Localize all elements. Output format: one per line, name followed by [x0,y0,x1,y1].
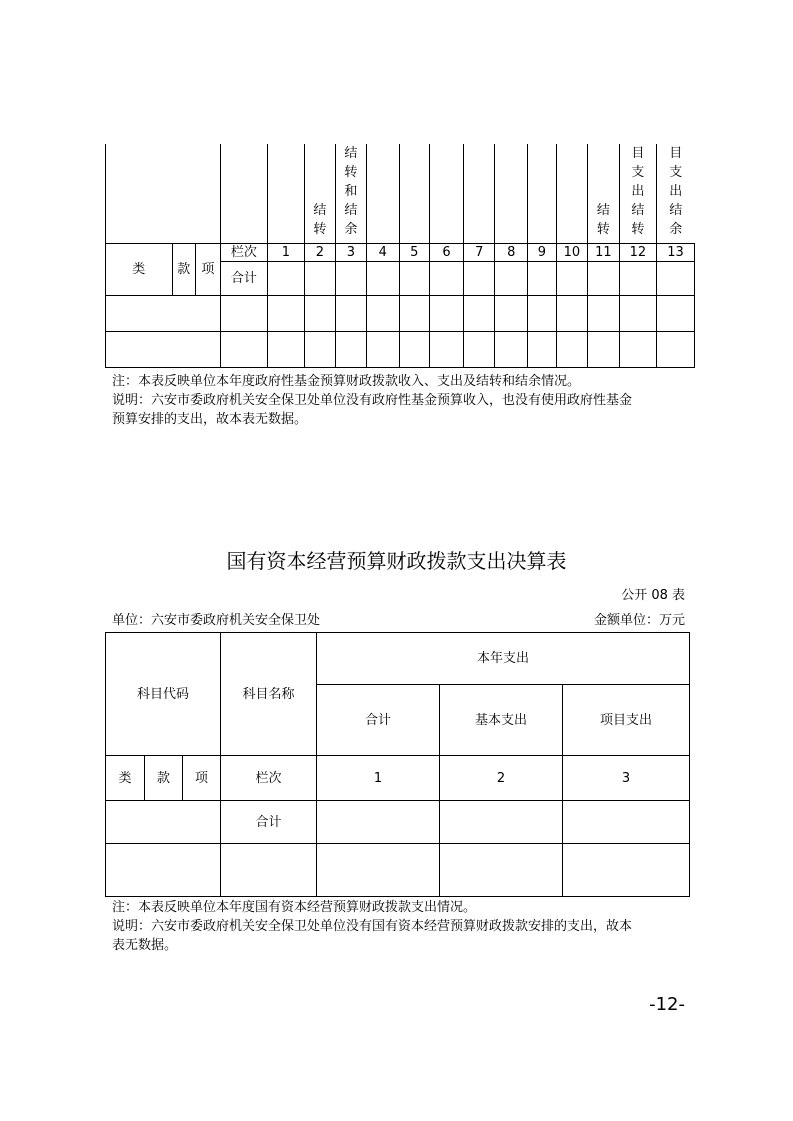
col-num-12: 12 [619,244,656,262]
col-num-13: 13 [657,244,695,262]
col-num-11: 11 [588,244,619,262]
note2-line1: 注：本表反映单位本年度国有资本经营预算财政拨款支出情况。 [112,900,477,915]
col-label-cell: 栏次 [220,244,267,262]
col-num-8: 8 [495,244,528,262]
hdr-col5 [399,144,429,244]
hdr-col11: 结 转 [588,144,619,244]
col-num-7: 7 [464,244,495,262]
note2-line3: 表无数据。 [112,938,178,953]
col-num-10: 10 [556,244,587,262]
col-num-3: 3 [335,244,366,262]
hdr-col8 [495,144,528,244]
total-header: 合计 [317,685,440,756]
xiang-cell: 项 [195,244,220,296]
page-title: 国有资本经营预算财政拨款支出决算表 [226,549,567,573]
col-num-4: 4 [366,244,399,262]
lei-cell: 类 [106,244,173,296]
col-num-5: 5 [399,244,429,262]
note1-line3: 预算安排的支出，故本表无数据。 [112,412,308,427]
note1-line1: 注：本表反映单位本年度政府性基金预算财政拨款收入、支出及结转和结余情况。 [112,374,581,389]
hdr-col6 [429,144,463,244]
kuan-cell: 款 [172,244,195,296]
money-unit-label: 金额单位：万元 [593,613,685,628]
xiang-cell-2: 项 [183,756,221,801]
col-num-2-3: 3 [563,756,690,801]
header-blank-name [220,144,267,244]
col-num-1: 1 [267,244,304,262]
header-blank-code [106,144,221,244]
col-num-9: 9 [528,244,557,262]
year-exp-header: 本年支出 [317,633,690,685]
hdr-col10 [556,144,587,244]
kuan-cell-2: 款 [145,756,183,801]
hdr-col9 [528,144,557,244]
col-num-2: 2 [304,244,335,262]
hdr-col13: 目 支 出 结 余 [657,144,695,244]
total-label-cell: 合计 [220,262,267,296]
code-header: 科目代码 [106,633,221,756]
note1-line2: 说明：六安市委政府机关安全保卫处单位没有政府性基金预算收入，也没有使用政府性基金 [112,393,633,408]
basic-header: 基本支出 [440,685,563,756]
col-num-2-2: 2 [440,756,563,801]
hdr-col2: 结 转 [304,144,335,244]
total-label-cell-2: 合计 [221,801,317,844]
project-header: 项目支出 [563,685,690,756]
col-num-6: 6 [429,244,463,262]
hdr-col4 [366,144,399,244]
hdr-col12: 目 支 出 结 转 [619,144,656,244]
form-number: 公开 08 表 [621,588,685,603]
hdr-col1 [267,144,304,244]
note2-line2: 说明：六安市委政府机关安全保卫处单位没有国有资本经营预算财政拨款安排的支出，故本 [112,919,633,934]
lei-cell-2: 类 [106,756,145,801]
page-number: -12- [649,994,685,1015]
unit-label: 单位：六安市委政府机关安全保卫处 [112,613,321,628]
col-label-cell-2: 栏次 [221,756,317,801]
hdr-col7 [464,144,495,244]
hdr-col3: 结 转 和 结 余 [335,144,366,244]
fund-table [105,144,695,368]
col-num-2-1: 1 [317,756,440,801]
name-header: 科目名称 [221,633,317,756]
state-capital-table [105,632,690,897]
